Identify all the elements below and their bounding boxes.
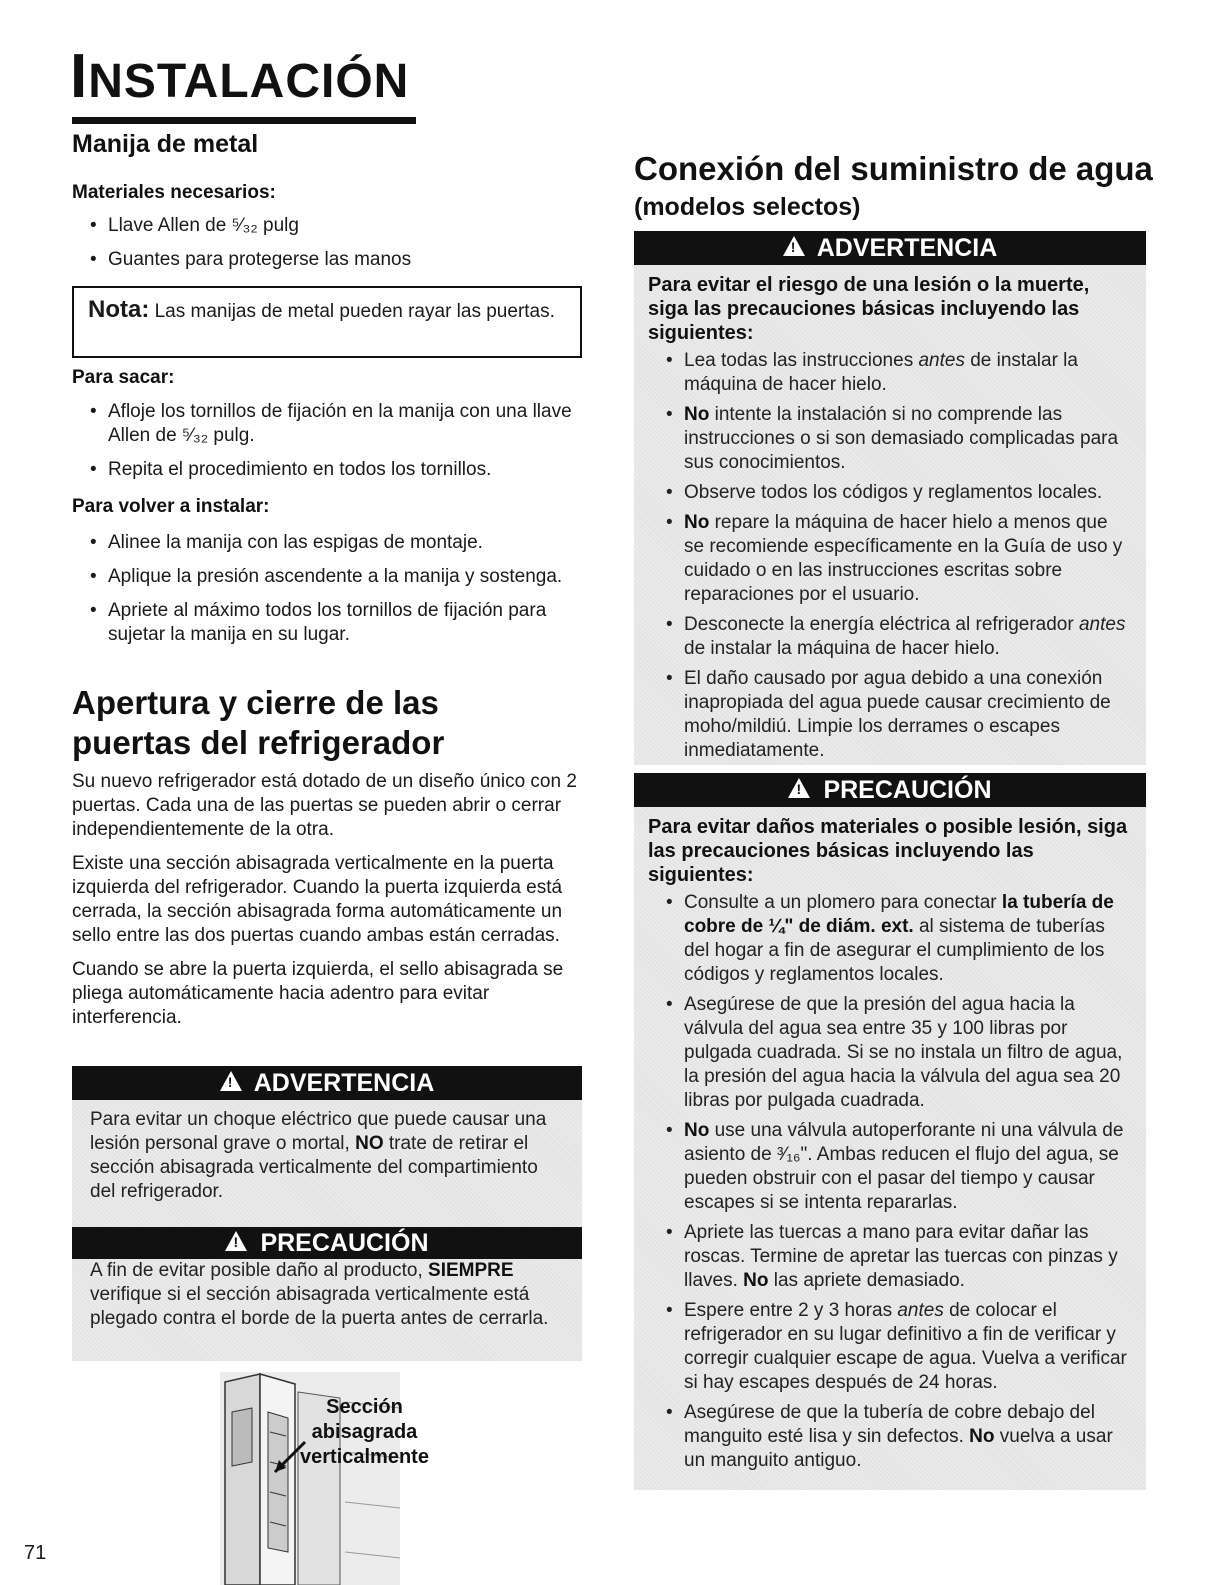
note-box <box>72 286 582 358</box>
caution-bar <box>634 773 1146 807</box>
list-item: • No repare la máquina de hacer hielo a menos que se recomiende específicamente en la Guía de uso y cuidado o en las instrucciones escritas sobre reparaciones por el usuario. <box>648 511 1132 607</box>
warning-bar <box>634 231 1146 265</box>
warning-triangle-icon <box>783 236 805 256</box>
caution-text: A fin de evitar posible daño al producto, SIEMPRE verifique si el sección abisagrada verticalmente está plegado contra el borde de la puerta antes de cerrarla. <box>90 1260 549 1329</box>
warning-title: ADVERTENCIA <box>253 1069 435 1097</box>
list-item: • Llave Allen de ⁵⁄₃₂ pulg <box>72 214 582 238</box>
warning-list <box>648 349 1132 763</box>
caution-title: PRECAUCIÓN <box>260 1229 429 1257</box>
warning-bar <box>72 1066 582 1100</box>
list-item: • Repita el procedimiento en todos los tornillos. <box>72 458 582 482</box>
caution-intro: Para evitar daños materiales o posible lesión, siga las precauciones básicas incluyendo las siguientes: <box>648 816 1128 886</box>
list-item: • Afloje los tornillos de fijación en la manija con una llave Allen de ⁵⁄₃₂ pulg. <box>72 400 582 448</box>
remove-heading: Para sacar: <box>72 367 175 388</box>
list-item: • No use una válvula autoperforante ni una válvula de asiento de ³⁄₁₆". Ambas reducen el flujo del agua, se pueden obstruir con el pasar del tiempo y causar escapes si se intenta repararlas. <box>648 1119 1132 1215</box>
caution-triangle-icon <box>788 778 810 798</box>
left-safety-box <box>72 1066 582 1361</box>
list-item: • Consulte a un plomero para conectar la tubería de cobre de ¼" de diám. ext. al sistema de tuberías del hogar a fin de asegurar el cumplimiento de los códigos y reglamentos locales. <box>648 891 1132 987</box>
warning-title: ADVERTENCIA <box>816 234 998 262</box>
remove-steps <box>72 400 582 482</box>
materials-heading: Materiales necesarios: <box>72 182 276 203</box>
caution-bar <box>72 1227 582 1259</box>
caution-content <box>634 807 1146 1473</box>
list-item: • Asegúrese de que la presión del agua hacia la válvula del agua sea entre 35 y 100 libras por pulgada cuadrada. Si se no instala un filtro de agua, la presión del agua hacia la válvula del agua sea 20 libras por pulgada cuadrada. <box>648 993 1132 1113</box>
list-item: • Desconecte la energía eléctrica al refrigerador antes de instalar la máquina de hacer hielo. <box>648 613 1132 661</box>
list-item: • Apriete al máximo todos los tornillos de fijación para sujetar la manija en su lugar. <box>72 599 582 647</box>
list-item: • Alinee la manija con las espigas de montaje. <box>72 531 582 555</box>
reinstall-steps <box>72 531 582 647</box>
reinstall-heading: Para volver a instalar: <box>72 496 270 517</box>
caution-title: PRECAUCIÓN <box>823 776 992 804</box>
title-rule <box>72 117 416 124</box>
list-item: • Espere entre 2 y 3 horas antes de colocar el refrigerador en su lugar definitivo a fin de verificar y corregir cualquier escape de agua. Vuelva a verificar si hay escapes después de 24 horas. <box>648 1299 1132 1395</box>
list-item: • El daño causado por agua debido a una conexión inapropiada del agua puede causar crecimiento de moho/mildiú. Limpie los derrames o escapes inmediatamente. <box>648 667 1132 763</box>
right-warning-box <box>634 231 1146 765</box>
warning-text: Para evitar un choque eléctrico que puede causar una lesión personal grave o mortal, NO trate de retirar el sección abisagrada verticalmente del compartimiento del refrigerador. <box>90 1109 547 1202</box>
page-number: 71 <box>24 1542 47 1564</box>
water-supply-heading: Conexión del suministro de agua <box>634 150 1153 187</box>
warning-content <box>634 265 1146 763</box>
list-item: • Guantes para protegerse las manos <box>72 248 582 272</box>
caution-list <box>648 891 1132 1473</box>
water-supply-subheading: (modelos selectos) <box>634 193 861 221</box>
doors-body <box>72 770 587 1030</box>
list-item: • Apriete las tuercas a mano para evitar dañar las roscas. Termine de apretar las tuercas con pinzas y llaves. No las apriete demasiado. <box>648 1221 1132 1293</box>
list-item: • Lea todas las instrucciones antes de instalar la máquina de hacer hielo. <box>648 349 1132 397</box>
page-title: INSTALACIÓN <box>70 42 410 111</box>
paragraph: Cuando se abre la puerta izquierda, el sello abisagrada se pliega automáticamente hacia adentro para evitar interferencia. <box>72 959 564 1028</box>
right-caution-box <box>634 773 1146 1490</box>
warning-intro: Para evitar el riesgo de una lesión o la muerte, siga las precauciones básicas incluyendo las siguientes: <box>648 274 1090 344</box>
list-item: • Observe todos los códigos y reglamentos locales. <box>648 481 1132 505</box>
list-item: • No intente la instalación si no comprende las instrucciones o si son demasiado complicadas para sus conocimientos. <box>648 403 1132 475</box>
list-item: • Asegúrese de que la tubería de cobre debajo del manguito esté lisa y sin defectos. No vuelva a usar un manguito antiguo. <box>648 1401 1132 1473</box>
paragraph: Existe una sección abisagrada verticalmente en la puerta izquierda del refrigerador. Cuando la puerta izquierda está cerrada, la sección abisagrada forma automáticamente un sello entre las dos puertas cuando ambas están cerradas. <box>72 853 563 946</box>
metal-handle-heading: Manija de metal <box>72 130 259 158</box>
figure-label: Sección abisagrada verticalmente <box>300 1396 429 1468</box>
materials-list <box>72 214 582 272</box>
doors-heading: Apertura y cierre de las puertas del refrigerador <box>72 684 445 761</box>
list-item: • Aplique la presión ascendente a la manija y sostenga. <box>72 565 582 589</box>
paragraph: Su nuevo refrigerador está dotado de un diseño único con 2 puertas. Cada una de las puertas se pueden abrir o cerrar independientemente de la otra. <box>72 771 577 840</box>
note-text: Las manijas de metal pueden rayar las puertas. <box>154 301 555 322</box>
warning-triangle-icon <box>220 1071 242 1091</box>
note-label: Nota: <box>88 296 150 323</box>
caution-triangle-icon <box>225 1231 247 1251</box>
